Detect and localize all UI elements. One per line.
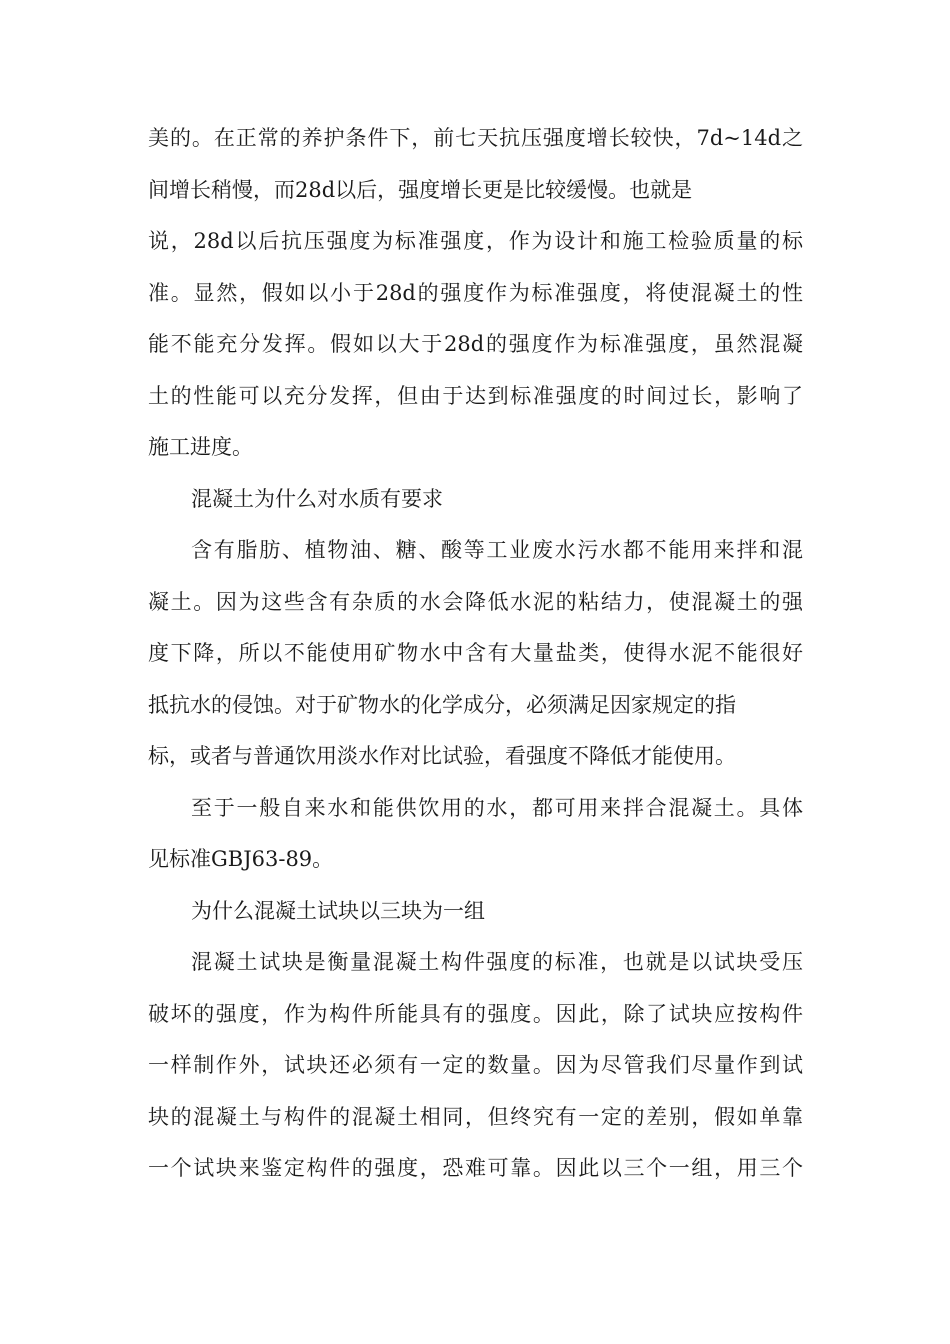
text-line: 度下降，所以不能使用矿物水中含有大量盐类，使得水泥不能很好: [148, 641, 803, 665]
text-line: 说，28d以后抗压强度为标准强度，作为设计和施工检验质量的标: [148, 229, 803, 253]
text-line: 破坏的强度，作为构件所能具有的强度。因此，除了试块应按构件: [148, 1001, 803, 1026]
text-line: 一样制作外，试块还必须有一定的数量。因为尽管我们尽量作到试: [148, 1053, 803, 1077]
text-line: 混凝土试块是衡量混凝土构件强度的标准，也就是以试块受压: [191, 950, 803, 974]
text-line: 混凝土为什么对水质有要求: [191, 486, 443, 511]
text-line: 含有脂肪、植物油、糖、酸等工业废水污水都不能用来拌和混: [191, 538, 803, 562]
text-line: 土的性能可以充分发挥，但由于达到标准强度的时间过长，影响了: [148, 383, 803, 408]
document-body: [148, 113, 803, 1195]
text-line: 标，或者与普通饮用淡水作对比试验，看强度不降低才能使用。: [148, 744, 736, 768]
text-line: 见标准GBJ63-89。: [148, 847, 334, 871]
text-line: 准。显然，假如以小于28d的强度作为标准强度，将使混凝土的性: [148, 280, 803, 305]
text-line: 间增长稍慢，而28d以后，强度增长更是比较缓慢。也就是: [148, 177, 693, 202]
text-line: 块的混凝土与构件的混凝土相同，但终究有一定的差别，假如单靠: [148, 1104, 803, 1129]
text-line: 美的。在正常的养护条件下，前七天抗压强度增长较快，7d~14d之: [148, 126, 803, 150]
text-line: 凝土。因为这些含有杂质的水会降低水泥的粘结力，使混凝土的强: [148, 589, 803, 614]
text-line: 一个试块来鉴定构件的强度，恐难可靠。因此以三个一组，用三个: [148, 1156, 803, 1180]
text-line: 施工进度。: [148, 435, 253, 459]
text-line: 抵抗水的侵蚀。对于矿物水的化学成分，必须满足因家规定的指: [148, 692, 736, 717]
text-line: 至于一般自来水和能供饮用的水，都可用来拌合混凝土。具体: [191, 795, 803, 820]
text-line: 为什么混凝土试块以三块为一组: [191, 898, 485, 923]
text-line: 能不能充分发挥。假如以大于28d的强度作为标准强度，虽然混凝: [148, 332, 803, 356]
